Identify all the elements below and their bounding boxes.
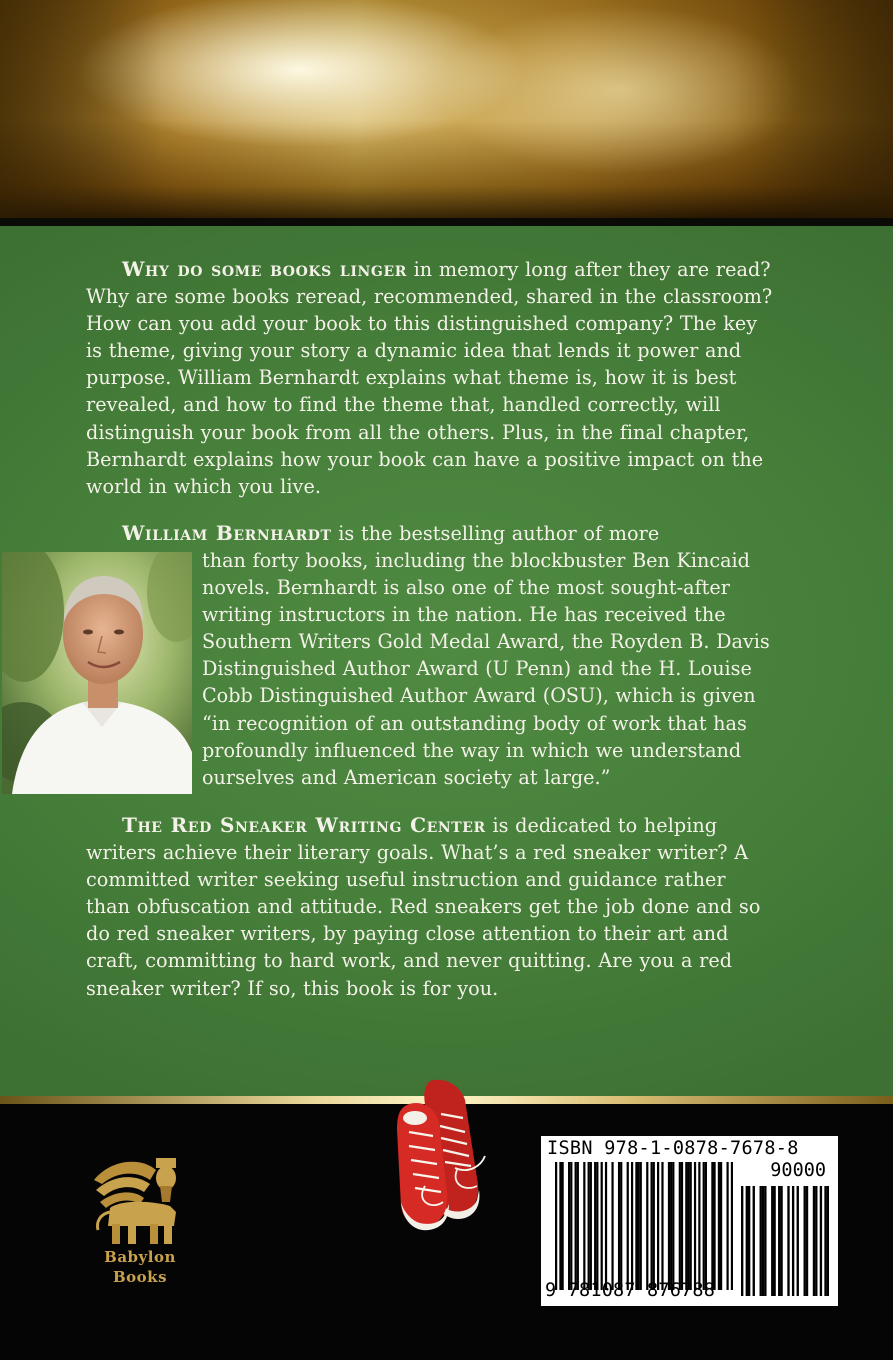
barcode-bar <box>672 1162 674 1290</box>
barcode-bar <box>726 1162 728 1290</box>
barcode-bar <box>792 1186 794 1296</box>
barcode-bar <box>720 1162 722 1290</box>
barcode-bar <box>815 1186 817 1296</box>
barcode-bar <box>668 1162 670 1290</box>
author-name: William Bernhardt <box>122 521 332 545</box>
barcode-bar <box>713 1162 715 1290</box>
barcode-bar <box>679 1162 681 1290</box>
description-lead: Why do some books linger <box>122 257 407 281</box>
barcode-bar <box>670 1162 672 1290</box>
barcode-bar <box>698 1162 700 1290</box>
barcode-bar <box>694 1162 696 1290</box>
barcode-bar <box>575 1162 577 1290</box>
barcode-bar <box>748 1186 750 1296</box>
barcode-bar <box>797 1186 799 1296</box>
barcode-bar <box>590 1162 592 1290</box>
barcode-bar <box>718 1162 720 1290</box>
publisher-name-line1: Babylon <box>104 1248 176 1266</box>
barcode-bar <box>562 1162 564 1290</box>
barcode-bar <box>588 1162 590 1290</box>
barcode-bar <box>771 1186 773 1296</box>
barcode-bar <box>711 1162 713 1290</box>
barcode-bar <box>627 1162 629 1290</box>
barcode-bar <box>618 1162 620 1290</box>
author-bio: than forty books, including the blockbuster Ben Kincaid novels. Bernhardt is also one of the most sought-after writing instructors in the nation. He has received the Southern Writers Gold Medal Award, the Royden B. Davis Distinguished Author Award (U Penn) and the H. Louise Cobb Distinguished Author Award (OSU), which is given “in recognition of an outstanding body of work that has profoundly influenced the way in which we understand ourselves and American society at large.” <box>202 549 770 789</box>
barcode-bar <box>631 1162 633 1290</box>
barcode-bar <box>690 1162 692 1290</box>
publisher-logo <box>80 1150 200 1300</box>
barcode-bar <box>596 1162 598 1290</box>
isbn-label: ISBN 978-1-0878-7678-8 <box>547 1138 799 1159</box>
writing-center-name: The Red Sneaker Writing Center <box>122 813 486 837</box>
barcode-bar <box>753 1186 755 1296</box>
publisher-name-line2: Books <box>112 1268 168 1286</box>
barcode-bar <box>651 1162 653 1290</box>
isbn-barcode <box>541 1136 838 1306</box>
barcode-bar <box>760 1186 762 1296</box>
winged-bull-icon <box>80 1150 200 1250</box>
barcode-bar <box>611 1162 613 1290</box>
barcode-bar <box>620 1162 622 1290</box>
barcode-bar <box>559 1162 561 1290</box>
writing-center-description <box>86 812 776 1002</box>
barcode-bars-main <box>555 1162 733 1290</box>
barcode-bar <box>570 1162 572 1290</box>
barcode-bar <box>601 1162 603 1290</box>
barcode-bar <box>657 1162 659 1290</box>
author-bio-start: is the bestselling author of more <box>331 522 660 545</box>
barcode-bar <box>731 1162 733 1290</box>
barcode-bar <box>681 1162 683 1290</box>
red-sneakers-icon <box>385 1074 495 1234</box>
barcode-bar <box>741 1186 743 1296</box>
barcode-bar <box>661 1162 663 1290</box>
barcode-bar <box>778 1186 780 1296</box>
barcode-bar <box>764 1186 766 1296</box>
barcode-bar <box>787 1186 789 1296</box>
barcode-bar <box>577 1162 579 1290</box>
barcode-bar <box>605 1162 607 1290</box>
barcode-bar <box>583 1162 585 1290</box>
barcode-bar <box>820 1186 822 1296</box>
barcode-bar <box>827 1186 829 1296</box>
barcode-bar <box>703 1162 705 1290</box>
barcode-bar <box>804 1186 806 1296</box>
barcode-bar <box>685 1162 687 1290</box>
barcode-bar <box>555 1162 557 1290</box>
barcode-digits: 9 781087 876788 <box>545 1280 716 1301</box>
gold-header-band <box>0 0 893 218</box>
barcode-bar <box>806 1186 808 1296</box>
writing-center-text: is dedicated to helping writers achieve their literary goals. What’s a red sneaker writer? A committed writer seeking useful instruction and guidance rather than obfuscation and attitude. Red sneakers get the job done and so do red sneaker writers, by paying close attention to their art and craft, committing to hard work, and never quitting. Are you a red sneaker writer? If so, this book is for you. <box>86 814 761 1000</box>
barcode-bar <box>653 1162 655 1290</box>
top-divider <box>0 218 893 226</box>
barcode-bar <box>687 1162 689 1290</box>
barcode-bar <box>635 1162 637 1290</box>
barcode-bar <box>780 1186 782 1296</box>
author-photo <box>2 552 192 794</box>
barcode-bar <box>646 1162 648 1290</box>
barcode-bar <box>705 1162 707 1290</box>
barcode-bar <box>640 1162 642 1290</box>
barcode-bar <box>762 1186 764 1296</box>
barcode-bar <box>637 1162 639 1290</box>
price-code: 90000 <box>770 1160 826 1181</box>
barcode-bars-addon <box>741 1186 829 1296</box>
barcode-bar <box>773 1186 775 1296</box>
barcode-bar <box>594 1162 596 1290</box>
author-bio-first-line <box>86 520 776 547</box>
blurb-panel <box>0 226 893 1096</box>
barcode-bar <box>813 1186 815 1296</box>
book-description <box>86 256 776 500</box>
barcode-bar <box>824 1186 826 1296</box>
barcode-bar <box>746 1186 748 1296</box>
barcode-bar <box>568 1162 570 1290</box>
description-text: in memory long after they are read? Why are some books reread, recommended, shared in the classroom? How can you add your book to this distinguished company? The key is theme, giving your story a dynamic idea that lends it power and purpose. William Bernhardt explains what theme is, how it is best revealed, and how to find the theme that, handled correctly, will distinguish your book from all the others. Plus, in the final chapter, Bernhardt explains how your book can have a positive impact on the world in which you live. <box>86 258 773 498</box>
